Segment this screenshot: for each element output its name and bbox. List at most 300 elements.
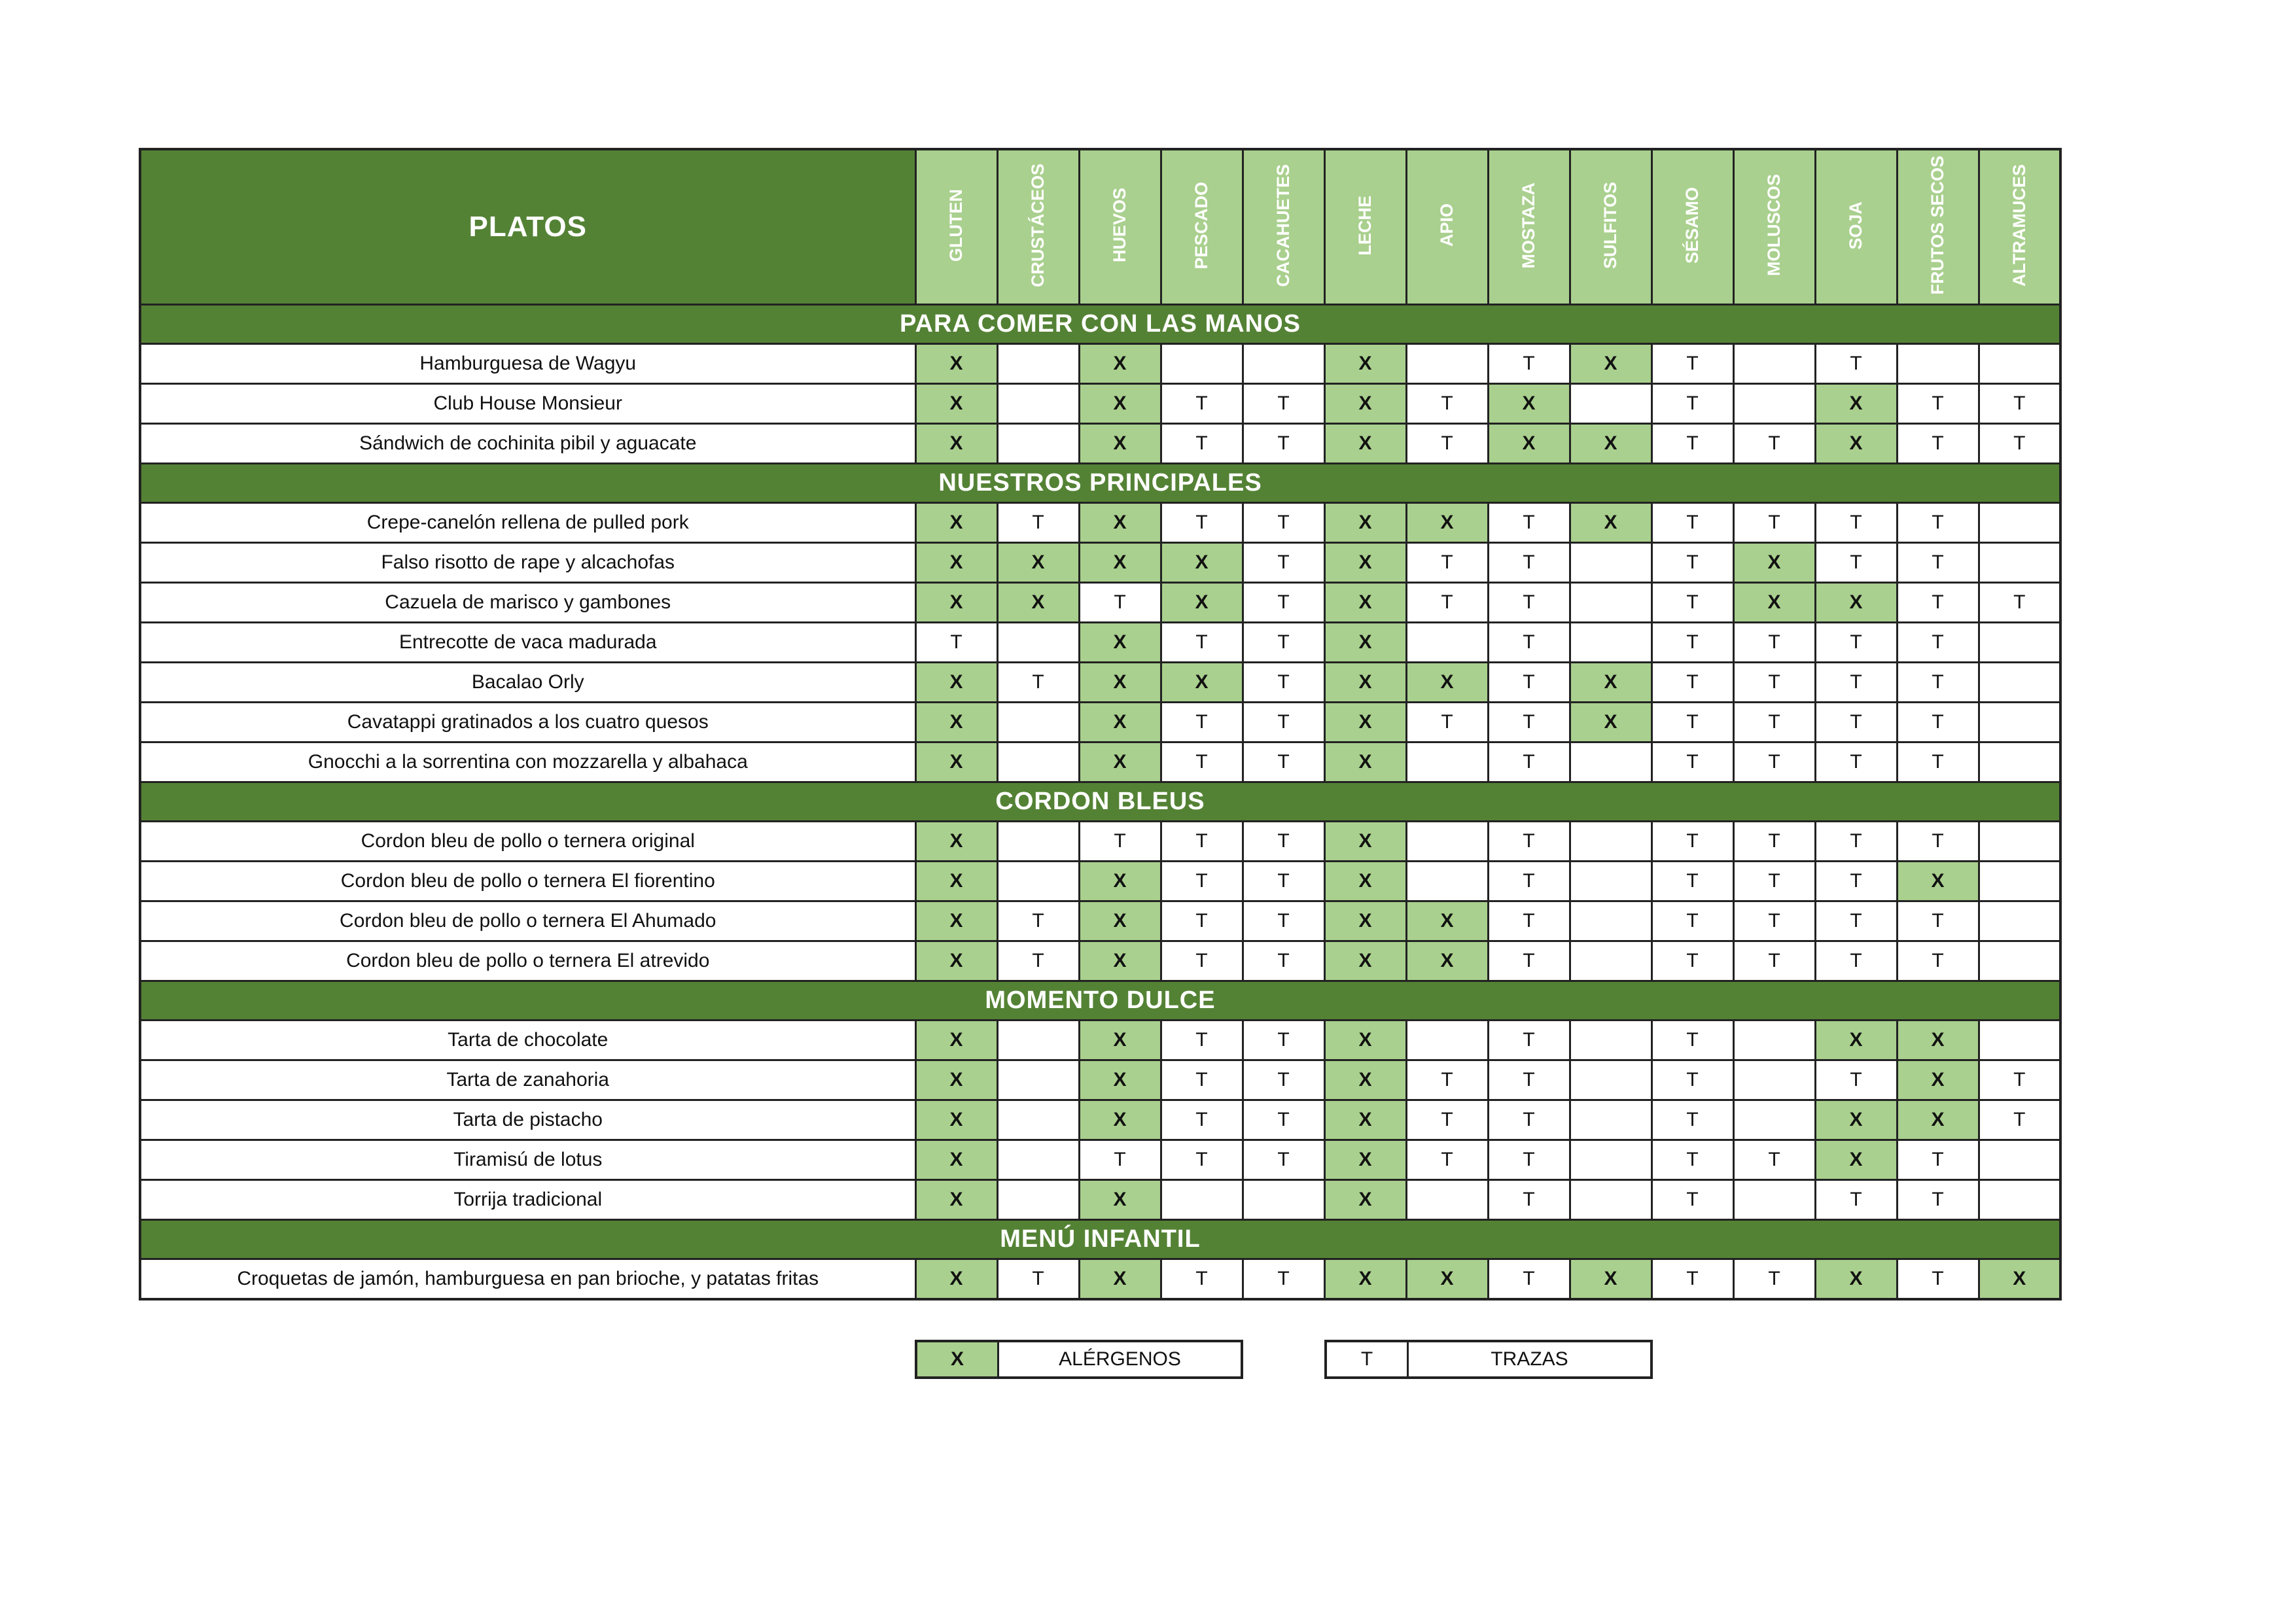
allergen-cell: T bbox=[1243, 1021, 1324, 1060]
allergen-cell: T bbox=[1488, 623, 1570, 663]
allergen-cell bbox=[1733, 1100, 1815, 1140]
allergen-cell: T bbox=[1733, 424, 1815, 464]
allergen-cell: X bbox=[1815, 424, 1897, 464]
allergen-cell: X bbox=[1570, 503, 1651, 543]
allergen-cell: T bbox=[1651, 503, 1733, 543]
dish-name: Tarta de pistacho bbox=[140, 1100, 915, 1140]
allergen-cell: T bbox=[1243, 1100, 1324, 1140]
allergen-cell: T bbox=[1979, 1100, 2060, 1140]
allergen-header-label: FRUTOS SECOS bbox=[1928, 156, 1947, 295]
allergen-cell: X bbox=[915, 663, 997, 703]
allergen-cell: T bbox=[1406, 424, 1488, 464]
dish-name: Torrija tradicional bbox=[140, 1180, 915, 1220]
allergen-cell: T bbox=[997, 663, 1079, 703]
allergen-cell bbox=[1243, 1180, 1324, 1220]
table-row bbox=[140, 1021, 2060, 1060]
allergen-cell bbox=[1979, 1140, 2060, 1180]
allergen-cell: T bbox=[1733, 862, 1815, 901]
allergen-cell: X bbox=[1324, 901, 1406, 941]
allergen-cell: T bbox=[1651, 703, 1733, 742]
allergen-cell: T bbox=[1815, 1060, 1897, 1100]
allergen-cell: T bbox=[997, 1259, 1079, 1300]
allergen-cell bbox=[1406, 862, 1488, 901]
allergen-cell: X bbox=[1079, 1060, 1161, 1100]
table-row bbox=[140, 1060, 2060, 1100]
section-title: NUESTROS PRINCIPALES bbox=[140, 464, 2060, 503]
allergen-cell: X bbox=[1324, 1140, 1406, 1180]
table-row bbox=[140, 424, 2060, 464]
allergen-cell: T bbox=[1651, 1021, 1733, 1060]
allergen-cell: T bbox=[1651, 344, 1733, 384]
allergen-cell: T bbox=[1406, 543, 1488, 583]
allergen-header bbox=[1733, 149, 1815, 305]
allergen-cell: T bbox=[1897, 424, 1979, 464]
allergen-cell: X bbox=[1161, 663, 1243, 703]
table-row bbox=[140, 941, 2060, 981]
dish-name: Tiramisú de lotus bbox=[140, 1140, 915, 1180]
allergen-header-label: SOJA bbox=[1846, 201, 1865, 250]
allergen-cell: T bbox=[1815, 703, 1897, 742]
allergen-header-label: PESCADO bbox=[1192, 181, 1211, 270]
allergen-cell bbox=[997, 1140, 1079, 1180]
allergen-cell: T bbox=[1897, 503, 1979, 543]
allergen-cell: X bbox=[1979, 1259, 2060, 1300]
allergen-cell: T bbox=[1897, 822, 1979, 862]
allergen-cell bbox=[997, 703, 1079, 742]
allergen-cell bbox=[1406, 623, 1488, 663]
allergen-cell bbox=[1570, 822, 1651, 862]
allergen-header-label: ALTRAMUCES bbox=[2009, 164, 2029, 287]
allergen-cell: T bbox=[1161, 822, 1243, 862]
allergen-cell: T bbox=[1079, 583, 1161, 623]
allergen-cell bbox=[1897, 344, 1979, 384]
allergen-cell: T bbox=[915, 623, 997, 663]
allergen-cell: X bbox=[1079, 663, 1161, 703]
allergen-cell: X bbox=[1570, 344, 1651, 384]
allergen-cell: T bbox=[1161, 623, 1243, 663]
allergen-cell: X bbox=[915, 703, 997, 742]
allergen-cell: X bbox=[1079, 703, 1161, 742]
allergen-header bbox=[1979, 149, 2060, 305]
allergen-cell: X bbox=[1815, 384, 1897, 424]
allergen-cell: T bbox=[1243, 901, 1324, 941]
dish-name: Gnocchi a la sorrentina con mozzarella y albahaca bbox=[140, 742, 915, 782]
allergen-cell: X bbox=[915, 583, 997, 623]
table-row bbox=[140, 344, 2060, 384]
allergen-cell: X bbox=[1815, 1259, 1897, 1300]
allergen-cell: T bbox=[1243, 543, 1324, 583]
allergen-cell: T bbox=[997, 901, 1079, 941]
allergen-header-label: SULFITOS bbox=[1600, 181, 1620, 269]
allergen-cell bbox=[1979, 1021, 2060, 1060]
allergen-cell: T bbox=[1651, 742, 1733, 782]
allergen-cell: X bbox=[1324, 1021, 1406, 1060]
allergen-cell: T bbox=[1651, 543, 1733, 583]
allergen-cell: T bbox=[1733, 1140, 1815, 1180]
allergen-cell bbox=[1979, 663, 2060, 703]
dish-name: Croquetas de jamón, hamburguesa en pan brioche, y patatas fritas bbox=[140, 1259, 915, 1300]
allergen-cell: T bbox=[1243, 862, 1324, 901]
allergen-cell bbox=[1570, 583, 1651, 623]
allergen-cell: T bbox=[1897, 901, 1979, 941]
allergen-cell: T bbox=[1815, 344, 1897, 384]
allergen-cell: T bbox=[1733, 1259, 1815, 1300]
allergen-cell: T bbox=[1733, 503, 1815, 543]
allergen-cell bbox=[997, 822, 1079, 862]
allergen-cell bbox=[997, 424, 1079, 464]
table-row bbox=[140, 1100, 2060, 1140]
allergen-header bbox=[1897, 149, 1979, 305]
allergen-cell bbox=[1406, 822, 1488, 862]
table-row bbox=[140, 1180, 2060, 1220]
allergen-cell: T bbox=[1488, 822, 1570, 862]
dish-name: Cordon bleu de pollo o ternera El Ahumado bbox=[140, 901, 915, 941]
allergen-header-label: SÉSAMO bbox=[1682, 186, 1702, 264]
allergen-cell: T bbox=[1406, 1100, 1488, 1140]
allergen-cell: X bbox=[1324, 862, 1406, 901]
allergen-cell: T bbox=[1979, 424, 2060, 464]
allergen-cell: T bbox=[1488, 503, 1570, 543]
allergen-cell: X bbox=[1079, 344, 1161, 384]
allergen-cell: X bbox=[997, 543, 1079, 583]
section-row bbox=[140, 981, 2060, 1021]
allergen-cell: T bbox=[1651, 1180, 1733, 1220]
allergen-cell: X bbox=[1815, 1100, 1897, 1140]
table-row bbox=[140, 384, 2060, 424]
allergen-cell: X bbox=[997, 583, 1079, 623]
allergen-cell: X bbox=[1079, 1180, 1161, 1220]
dish-name: Sándwich de cochinita pibil y aguacate bbox=[140, 424, 915, 464]
allergen-cell bbox=[1570, 384, 1651, 424]
allergen-cell: T bbox=[1651, 1140, 1733, 1180]
allergen-cell: X bbox=[915, 503, 997, 543]
allergen-header-label: GLUTEN bbox=[946, 189, 966, 262]
allergen-cell: X bbox=[915, 1021, 997, 1060]
allergen-cell: T bbox=[1243, 941, 1324, 981]
allergen-cell: T bbox=[1488, 862, 1570, 901]
section-row bbox=[140, 1220, 2060, 1259]
allergen-cell: T bbox=[1243, 822, 1324, 862]
allergen-cell: T bbox=[1243, 742, 1324, 782]
allergen-cell: T bbox=[1897, 1180, 1979, 1220]
allergen-header-label: MOLUSCOS bbox=[1764, 174, 1784, 277]
allergen-cell: T bbox=[1815, 663, 1897, 703]
allergen-cell: X bbox=[915, 543, 997, 583]
allergen-cell: T bbox=[1161, 1060, 1243, 1100]
table-row bbox=[140, 623, 2060, 663]
allergen-cell: X bbox=[1406, 901, 1488, 941]
allergen-cell: X bbox=[1815, 1021, 1897, 1060]
allergen-cell bbox=[1406, 344, 1488, 384]
allergen-cell: X bbox=[915, 1259, 997, 1300]
allergen-cell: T bbox=[1243, 1060, 1324, 1100]
allergen-cell: T bbox=[1243, 1140, 1324, 1180]
table-row bbox=[140, 543, 2060, 583]
allergen-cell: T bbox=[1243, 623, 1324, 663]
allergen-cell bbox=[997, 1100, 1079, 1140]
allergen-cell: T bbox=[1897, 583, 1979, 623]
section-row bbox=[140, 782, 2060, 822]
allergen-cell: X bbox=[1324, 344, 1406, 384]
dish-name: Cazuela de marisco y gambones bbox=[140, 583, 915, 623]
allergen-cell: T bbox=[1733, 941, 1815, 981]
allergen-cell: T bbox=[1488, 344, 1570, 384]
allergen-cell: T bbox=[1243, 503, 1324, 543]
allergen-cell: X bbox=[1161, 543, 1243, 583]
allergen-cell: T bbox=[1733, 623, 1815, 663]
allergen-cell: T bbox=[1651, 901, 1733, 941]
allergen-cell: T bbox=[1406, 583, 1488, 623]
table-row bbox=[140, 1259, 2060, 1300]
allergen-header bbox=[1243, 149, 1324, 305]
allergen-table bbox=[139, 148, 2062, 1300]
allergen-cell: T bbox=[1651, 941, 1733, 981]
allergen-cell: T bbox=[1651, 583, 1733, 623]
allergen-cell: T bbox=[1979, 1060, 2060, 1100]
allergen-cell bbox=[1979, 1180, 2060, 1220]
allergen-cell: T bbox=[1897, 623, 1979, 663]
allergen-cell: T bbox=[1897, 1259, 1979, 1300]
allergen-cell: X bbox=[1570, 1259, 1651, 1300]
allergen-cell: X bbox=[1733, 583, 1815, 623]
table-row bbox=[140, 742, 2060, 782]
allergen-cell bbox=[997, 742, 1079, 782]
allergen-cell bbox=[1570, 901, 1651, 941]
dish-name: Cavatappi gratinados a los cuatro quesos bbox=[140, 703, 915, 742]
allergen-cell: X bbox=[1324, 543, 1406, 583]
allergen-cell bbox=[1570, 1100, 1651, 1140]
table-row bbox=[140, 822, 2060, 862]
allergen-cell: T bbox=[1815, 822, 1897, 862]
allergen-cell bbox=[1570, 941, 1651, 981]
section-title: PARA COMER CON LAS MANOS bbox=[140, 305, 2060, 344]
allergen-cell: T bbox=[1897, 663, 1979, 703]
allergen-cell: T bbox=[1243, 583, 1324, 623]
allergen-cell: T bbox=[1815, 1180, 1897, 1220]
allergen-cell bbox=[997, 384, 1079, 424]
allergen-cell: X bbox=[1815, 1140, 1897, 1180]
allergen-cell: X bbox=[1324, 503, 1406, 543]
allergen-cell: T bbox=[1161, 703, 1243, 742]
allergen-cell: T bbox=[1161, 1259, 1243, 1300]
dish-name: Bacalao Orly bbox=[140, 663, 915, 703]
allergen-cell: T bbox=[1815, 941, 1897, 981]
dish-name: Club House Monsieur bbox=[140, 384, 915, 424]
allergen-cell bbox=[1406, 1180, 1488, 1220]
allergen-cell: T bbox=[1079, 1140, 1161, 1180]
section-row bbox=[140, 464, 2060, 503]
allergen-cell bbox=[1979, 703, 2060, 742]
allergen-cell bbox=[1979, 742, 2060, 782]
allergen-cell: T bbox=[1651, 663, 1733, 703]
allergen-header bbox=[1570, 149, 1651, 305]
allergen-cell: X bbox=[1897, 1100, 1979, 1140]
allergen-cell: T bbox=[1406, 1060, 1488, 1100]
allergen-cell: X bbox=[1079, 424, 1161, 464]
allergen-cell: X bbox=[1079, 941, 1161, 981]
allergen-cell: X bbox=[1324, 941, 1406, 981]
allergen-cell: X bbox=[1324, 703, 1406, 742]
allergen-cell: T bbox=[1733, 822, 1815, 862]
section-title: MENÚ INFANTIL bbox=[140, 1220, 2060, 1259]
allergen-cell bbox=[1733, 1060, 1815, 1100]
allergen-cell: T bbox=[1488, 941, 1570, 981]
allergen-cell: T bbox=[1488, 1100, 1570, 1140]
allergen-cell: T bbox=[1243, 1259, 1324, 1300]
allergen-cell: T bbox=[1488, 1021, 1570, 1060]
allergen-cell: T bbox=[1733, 663, 1815, 703]
section-title: CORDON BLEUS bbox=[140, 782, 2060, 822]
allergen-cell bbox=[1406, 742, 1488, 782]
allergen-cell: X bbox=[1324, 384, 1406, 424]
allergen-cell: T bbox=[1406, 703, 1488, 742]
allergen-cell: X bbox=[1897, 862, 1979, 901]
allergen-header bbox=[1079, 149, 1161, 305]
allergen-cell: T bbox=[1406, 1140, 1488, 1180]
table-row bbox=[140, 862, 2060, 901]
allergen-cell: X bbox=[915, 822, 997, 862]
allergen-cell: T bbox=[1733, 742, 1815, 782]
legend-t-symbol: T bbox=[1327, 1342, 1409, 1376]
allergen-cell: T bbox=[1897, 384, 1979, 424]
allergen-cell bbox=[997, 1021, 1079, 1060]
allergen-cell: T bbox=[997, 941, 1079, 981]
allergen-cell: X bbox=[915, 1060, 997, 1100]
allergen-cell: T bbox=[1488, 742, 1570, 782]
allergen-cell: X bbox=[915, 901, 997, 941]
allergen-cell bbox=[1570, 1060, 1651, 1100]
allergen-cell: T bbox=[1243, 703, 1324, 742]
allergen-cell: X bbox=[1079, 901, 1161, 941]
allergen-cell: T bbox=[1488, 1140, 1570, 1180]
allergen-cell: T bbox=[1161, 1021, 1243, 1060]
allergen-cell: X bbox=[1324, 424, 1406, 464]
allergen-cell: T bbox=[1079, 822, 1161, 862]
allergen-cell bbox=[1570, 1021, 1651, 1060]
allergen-header bbox=[1815, 149, 1897, 305]
allergen-cell bbox=[1570, 742, 1651, 782]
allergen-cell bbox=[1979, 623, 2060, 663]
dish-name: Tarta de zanahoria bbox=[140, 1060, 915, 1100]
allergen-cell bbox=[1161, 344, 1243, 384]
allergen-cell: X bbox=[1079, 543, 1161, 583]
allergen-cell: T bbox=[1897, 742, 1979, 782]
dish-name: Hamburguesa de Wagyu bbox=[140, 344, 915, 384]
allergen-cell: T bbox=[1161, 1100, 1243, 1140]
allergen-cell: X bbox=[1324, 1060, 1406, 1100]
allergen-header bbox=[915, 149, 997, 305]
allergen-cell: X bbox=[1079, 503, 1161, 543]
allergen-cell: T bbox=[1897, 703, 1979, 742]
allergen-cell: T bbox=[1651, 623, 1733, 663]
allergen-cell: X bbox=[1324, 583, 1406, 623]
allergen-cell: T bbox=[1488, 543, 1570, 583]
allergen-cell: X bbox=[1079, 1100, 1161, 1140]
allergen-cell: X bbox=[1079, 742, 1161, 782]
allergen-cell: T bbox=[1488, 703, 1570, 742]
allergen-cell: X bbox=[1324, 1259, 1406, 1300]
allergen-cell: T bbox=[1979, 583, 2060, 623]
allergen-cell: X bbox=[1324, 742, 1406, 782]
allergen-cell: X bbox=[1815, 583, 1897, 623]
table-body bbox=[140, 305, 2060, 1300]
allergen-cell: X bbox=[1161, 583, 1243, 623]
table-row bbox=[140, 583, 2060, 623]
allergen-cell bbox=[997, 623, 1079, 663]
allergen-cell: T bbox=[1243, 663, 1324, 703]
dish-name: Falso risotto de rape y alcachofas bbox=[140, 543, 915, 583]
allergen-cell bbox=[1570, 1180, 1651, 1220]
allergen-cell: T bbox=[1815, 862, 1897, 901]
allergen-header-label: APIO bbox=[1437, 203, 1457, 247]
allergen-cell bbox=[1406, 1021, 1488, 1060]
allergen-cell: X bbox=[1324, 1100, 1406, 1140]
section-title: MOMENTO DULCE bbox=[140, 981, 2060, 1021]
allergen-cell: T bbox=[1488, 663, 1570, 703]
dish-name: Crepe-canelón rellena de pulled pork bbox=[140, 503, 915, 543]
allergen-cell bbox=[1733, 344, 1815, 384]
dish-name: Cordon bleu de pollo o ternera El fiorentino bbox=[140, 862, 915, 901]
allergen-cell: X bbox=[1406, 1259, 1488, 1300]
allergen-cell: T bbox=[1161, 384, 1243, 424]
allergen-cell: T bbox=[1161, 503, 1243, 543]
allergen-cell: X bbox=[1324, 822, 1406, 862]
allergen-cell: T bbox=[1651, 424, 1733, 464]
legend-t-label: TRAZAS bbox=[1491, 1348, 1568, 1370]
allergen-cell: X bbox=[915, 1100, 997, 1140]
allergen-cell: T bbox=[1815, 543, 1897, 583]
allergen-cell: T bbox=[1161, 424, 1243, 464]
allergen-cell bbox=[997, 1180, 1079, 1220]
allergen-cell bbox=[1161, 1180, 1243, 1220]
allergen-header bbox=[1651, 149, 1733, 305]
allergen-cell: T bbox=[997, 503, 1079, 543]
allergen-cell: X bbox=[1079, 623, 1161, 663]
allergen-cell: T bbox=[1815, 503, 1897, 543]
allergen-cell: T bbox=[1488, 583, 1570, 623]
allergen-cell: X bbox=[1324, 623, 1406, 663]
allergen-cell: X bbox=[1079, 1021, 1161, 1060]
table-row bbox=[140, 503, 2060, 543]
allergen-cell: T bbox=[1161, 941, 1243, 981]
allergen-cell: X bbox=[1324, 663, 1406, 703]
allergen-cell bbox=[1733, 384, 1815, 424]
allergen-cell: T bbox=[1161, 901, 1243, 941]
allergen-cell: T bbox=[1243, 384, 1324, 424]
allergen-cell: T bbox=[1815, 901, 1897, 941]
allergen-cell: T bbox=[1651, 1100, 1733, 1140]
legend-x-symbol: X bbox=[917, 1342, 999, 1376]
allergen-cell bbox=[1733, 1180, 1815, 1220]
dish-name: Cordon bleu de pollo o ternera original bbox=[140, 822, 915, 862]
allergen-cell: T bbox=[1897, 1140, 1979, 1180]
table-row bbox=[140, 901, 2060, 941]
platos-header: PLATOS bbox=[140, 149, 915, 305]
allergen-cell: T bbox=[1651, 1259, 1733, 1300]
allergen-cell bbox=[1570, 623, 1651, 663]
allergen-cell: T bbox=[1488, 1060, 1570, 1100]
allergen-cell: X bbox=[1079, 862, 1161, 901]
allergen-cell: X bbox=[1488, 384, 1570, 424]
allergen-header-label: LECHE bbox=[1355, 195, 1375, 256]
section-row bbox=[140, 305, 2060, 344]
dish-name: Cordon bleu de pollo o ternera El atrevido bbox=[140, 941, 915, 981]
allergen-cell: T bbox=[1815, 623, 1897, 663]
header-row bbox=[140, 149, 2060, 305]
allergen-cell bbox=[997, 1060, 1079, 1100]
allergen-cell: X bbox=[1733, 543, 1815, 583]
table-row bbox=[140, 1140, 2060, 1180]
